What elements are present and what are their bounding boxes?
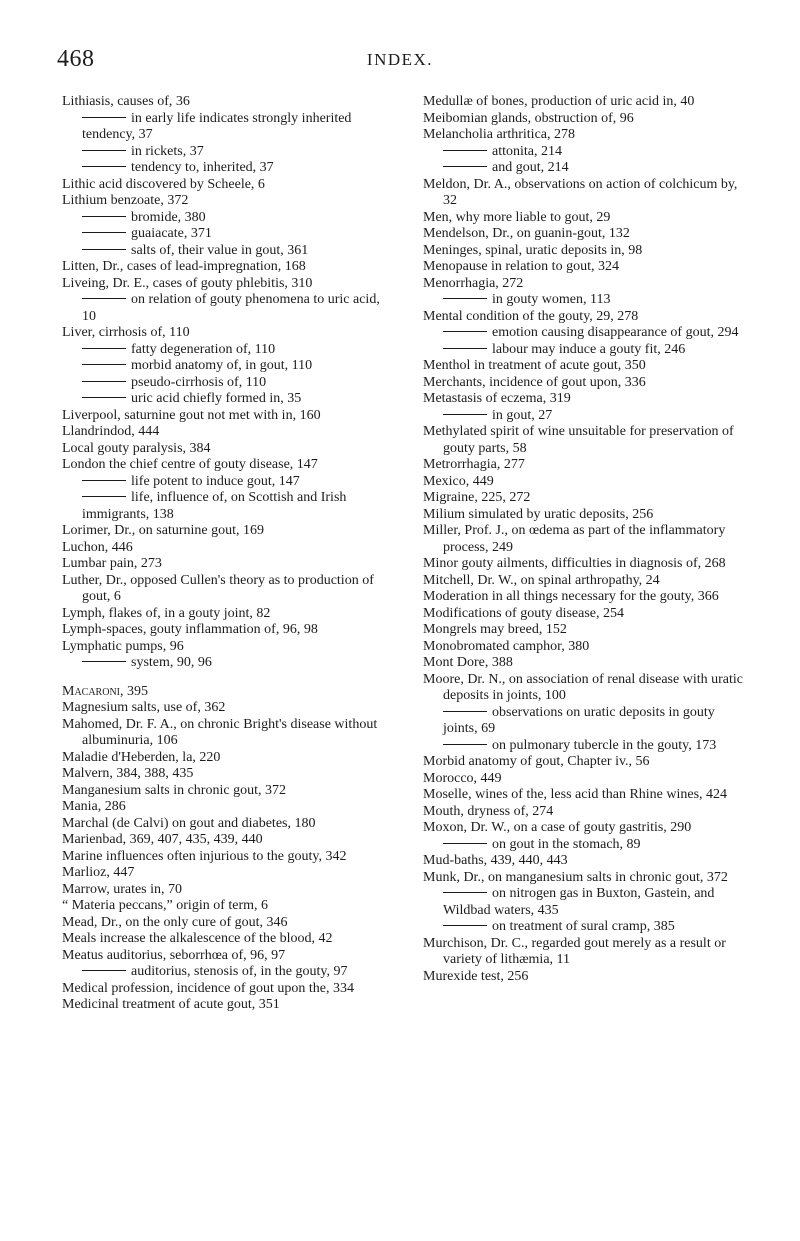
index-entry	[423, 490, 749, 507]
index-entry	[423, 358, 749, 375]
index-entry	[423, 375, 749, 392]
index-entry	[62, 408, 388, 425]
entry-text: Medical profession, incidence of gout upon the, 334	[62, 980, 354, 996]
entry-text: Meninges, spinal, uratic deposits in, 98	[423, 242, 643, 258]
entry-text: Mongrels may breed, 152	[423, 622, 567, 637]
index-entry	[62, 259, 388, 276]
entry-text: Menthol in treatment of acute gout, 350	[423, 358, 646, 373]
entry-text: Liverpool, saturnine gout not met with in, 160	[62, 407, 321, 423]
entry-text: Lymph-spaces, gouty inflammation of, 96, 98	[62, 622, 318, 637]
index-subentry	[62, 964, 388, 981]
entry-text: Miller, Prof. J., on œdema as part of the inflammatory process, 249	[423, 523, 726, 555]
entry-text: Mud-baths, 439, 440, 443	[423, 853, 568, 868]
index-entry	[62, 997, 388, 1014]
index-entry	[423, 474, 749, 491]
entry-text: Men, why more liable to gout, 29	[423, 209, 611, 225]
ditto-dash	[82, 117, 126, 118]
ditto-dash	[443, 298, 487, 299]
entry-text: Lymphatic pumps, 96	[62, 638, 184, 654]
entry-text: tendency to, inherited, 37	[131, 160, 274, 175]
entry-text: Milium simulated by uratic deposits, 256	[423, 506, 654, 522]
entry-text: Menopause in relation to gout, 324	[423, 259, 619, 274]
entry-text: life potent to induce gout, 147	[131, 473, 300, 489]
index-entry	[423, 424, 749, 457]
entry-text: Murchison, Dr. C., regarded gout merely as a result or variety of lithæmia, 11	[423, 935, 726, 967]
index-entry	[423, 457, 749, 474]
index-entry	[423, 573, 749, 590]
entry-text: Munk, Dr., on manganesium salts in chronic gout, 372	[423, 869, 728, 885]
index-subentry	[62, 474, 388, 491]
index-column-left	[62, 94, 388, 1014]
entry-text: Meatus auditorius, seborrhœa of, 96, 97	[62, 947, 286, 963]
index-entry	[62, 177, 388, 194]
index-entry	[62, 573, 388, 606]
index-entry	[423, 639, 749, 656]
index-subentry	[423, 292, 749, 309]
entry-text: Luther, Dr., opposed Cullen's theory as to production of gout, 6	[62, 572, 374, 604]
index-entry	[62, 717, 388, 750]
index-subentry	[62, 111, 388, 144]
entry-text: on pulmonary tubercle in the gouty, 173	[492, 737, 717, 753]
index-entry	[423, 523, 749, 556]
index-entry	[423, 259, 749, 276]
entry-text: Malvern, 384, 388, 435	[62, 766, 194, 781]
index-entry	[423, 853, 749, 870]
index-subentry	[423, 325, 749, 342]
index-entry	[62, 606, 388, 623]
index-entry	[423, 672, 749, 705]
index-entry	[62, 865, 388, 882]
entry-text: salts of, their value in gout, 361	[131, 242, 309, 258]
entry-text: bromide, 380	[131, 209, 206, 225]
index-entry	[62, 457, 388, 474]
index-entry	[423, 820, 749, 837]
index-entry	[423, 754, 749, 771]
index-subentry	[423, 919, 749, 936]
index-entry	[423, 243, 749, 260]
index-entry	[423, 606, 749, 623]
index-entry	[62, 540, 388, 557]
ditto-dash	[443, 166, 487, 167]
ditto-dash	[82, 348, 126, 349]
entry-text: Marine influences often injurious to the gouty, 342	[62, 848, 347, 864]
entry-text: Medicinal treatment of acute gout, 351	[62, 997, 280, 1012]
ditto-dash	[82, 249, 126, 250]
index-entry	[423, 655, 749, 672]
index-entry	[423, 870, 749, 887]
entry-text: observations on uratic deposits in gouty joints, 69	[443, 704, 715, 736]
index-subentry	[62, 490, 388, 523]
ditto-dash	[82, 216, 126, 217]
index-subentry	[62, 226, 388, 243]
entry-text: Lithic acid discovered by Scheele, 6	[62, 176, 265, 192]
index-column-right	[423, 94, 749, 985]
index-entry	[62, 94, 388, 111]
entry-text: Minor gouty ailments, difficulties in diagnosis of, 268	[423, 556, 726, 571]
ditto-dash	[82, 364, 126, 365]
entry-text: on nitrogen gas in Buxton, Gastein, and Wildbad waters, 435	[443, 886, 715, 918]
ditto-dash	[82, 298, 126, 299]
entry-text: Mouth, dryness of, 274	[423, 803, 554, 819]
entry-text: on relation of gouty phenomena to uric acid, 10	[82, 292, 380, 324]
index-entry	[62, 325, 388, 342]
index-entry	[62, 816, 388, 833]
index-entry	[62, 700, 388, 717]
index-subentry	[423, 144, 749, 161]
index-entry	[62, 193, 388, 210]
entry-text: Liveing, Dr. E., cases of gouty phlebitis, 310	[62, 275, 313, 291]
index-entry	[423, 804, 749, 821]
index-entry	[423, 507, 749, 524]
index-entry	[423, 969, 749, 986]
entry-text: Lorimer, Dr., on saturnine gout, 169	[62, 523, 265, 538]
index-entry	[62, 832, 388, 849]
index-entry	[62, 441, 388, 458]
index-entry	[423, 771, 749, 788]
page-number: 468	[57, 46, 95, 72]
entry-text: Mead, Dr., on the only cure of gout, 346	[62, 914, 288, 930]
entry-text: on gout in the stomach, 89	[492, 836, 641, 852]
entry-text: Moxon, Dr. W., on a case of gouty gastritis, 290	[423, 820, 692, 835]
index-entry	[62, 276, 388, 293]
index-entry	[423, 309, 749, 326]
ditto-dash	[443, 711, 487, 712]
ditto-dash	[443, 892, 487, 893]
index-subentry	[62, 375, 388, 392]
ditto-dash	[82, 381, 126, 382]
index-entry	[62, 556, 388, 573]
entry-text: in early life indicates strongly inherited tendency, 37	[82, 110, 352, 142]
index-entry	[62, 898, 388, 915]
entry-text: Moselle, wines of the, less acid than Rhine wines, 424	[423, 787, 728, 802]
index-entry	[423, 622, 749, 639]
entry-text: Metastasis of eczema, 319	[423, 391, 571, 406]
index-subentry	[62, 160, 388, 177]
ditto-dash	[443, 925, 487, 926]
index-subentry	[423, 408, 749, 425]
index-entry	[62, 931, 388, 948]
entry-text: Lumbar pain, 273	[62, 556, 162, 571]
entry-text: Mexico, 449	[423, 473, 494, 489]
ditto-dash	[443, 348, 487, 349]
entry-text: and gout, 214	[492, 160, 569, 175]
entry-text: Migraine, 225, 272	[423, 490, 531, 505]
entry-text: Liver, cirrhosis of, 110	[62, 325, 190, 340]
entry-text: labour may induce a gouty fit, 246	[492, 341, 686, 357]
entry-text: Moderation in all things necessary for the gouty, 366	[423, 589, 719, 604]
entry-text: Medullæ of bones, production of uric acid in, 40	[423, 94, 695, 109]
index-entry	[423, 936, 749, 969]
entry-text: life, influence of, on Scottish and Irish immigrants, 138	[82, 490, 347, 522]
entry-text: Mendelson, Dr., on guanin-gout, 132	[423, 226, 630, 241]
index-entry	[423, 556, 749, 573]
ditto-dash	[443, 843, 487, 844]
entry-text: Murexide test, 256	[423, 968, 529, 984]
index-entry	[423, 391, 749, 408]
index-entry	[423, 226, 749, 243]
section-gap	[62, 672, 388, 684]
entry-text: Mont Dore, 388	[423, 655, 513, 670]
index-subentry	[62, 243, 388, 260]
index-entry	[423, 127, 749, 144]
entry-text: Llandrindod, 444	[62, 424, 160, 439]
index-subentry	[423, 160, 749, 177]
index-subentry	[423, 342, 749, 359]
entry-text: Mental condition of the gouty, 29, 278	[423, 308, 639, 324]
index-entry	[423, 787, 749, 804]
entry-text: uric acid chiefly formed in, 35	[131, 391, 302, 406]
ditto-dash	[82, 232, 126, 233]
entry-text: Metrorrhagia, 277	[423, 457, 525, 472]
entry-text: Marrow, urates in, 70	[62, 881, 183, 897]
ditto-dash	[443, 744, 487, 745]
entry-text: Litten, Dr., cases of lead-impregnation, 168	[62, 259, 306, 274]
entry-text: Manganesium salts in chronic gout, 372	[62, 782, 286, 798]
index-subentry	[423, 837, 749, 854]
entry-text: Local gouty paralysis, 384	[62, 440, 211, 456]
entry-text: Morbid anatomy of gout, Chapter iv., 56	[423, 754, 650, 769]
entry-text: pseudo-cirrhosis of, 110	[131, 374, 267, 390]
entry-text: Lithiasis, causes of, 36	[62, 94, 190, 109]
index-entry	[62, 981, 388, 998]
index-entry	[62, 849, 388, 866]
entry-text: “ Materia peccans,” origin of term, 6	[62, 898, 269, 913]
index-subentry	[62, 342, 388, 359]
entry-text: Maladie d'Heberden, la, 220	[62, 749, 221, 765]
entry-text: Magnesium salts, use of, 362	[62, 700, 226, 715]
entry-text: morbid anatomy of, in gout, 110	[131, 358, 313, 373]
ditto-dash	[82, 496, 126, 497]
ditto-dash	[443, 150, 487, 151]
index-entry	[62, 799, 388, 816]
index-entry	[62, 915, 388, 932]
entry-text: in rickets, 37	[131, 143, 204, 159]
entry-text: guaiacate, 371	[131, 226, 212, 241]
index-entry	[62, 622, 388, 639]
entry-text: Monobromated camphor, 380	[423, 638, 590, 654]
entry-text: Marlioz, 447	[62, 865, 135, 880]
index-entry	[423, 111, 749, 128]
index-subentry	[62, 210, 388, 227]
entry-text: on treatment of sural cramp, 385	[492, 919, 675, 934]
entry-text: Marchal (de Calvi) on gout and diabetes, 180	[62, 815, 316, 831]
index-entry	[62, 766, 388, 783]
index-entry	[62, 948, 388, 965]
entry-text: Methylated spirit of wine unsuitable for preservation of gouty parts, 58	[423, 424, 734, 456]
entry-text: London the chief centre of gouty disease, 147	[62, 457, 318, 472]
entry-text: Meals increase the alkalescence of the blood, 42	[62, 931, 333, 946]
entry-text: emotion causing disappearance of gout, 294	[492, 325, 739, 340]
entry-text: system, 90, 96	[131, 655, 212, 670]
index-entry	[62, 750, 388, 767]
index-entry	[62, 783, 388, 800]
ditto-dash	[443, 414, 487, 415]
running-head: INDEX.	[366, 50, 434, 69]
entry-text: Lithium benzoate, 372	[62, 193, 189, 208]
index-subentry	[62, 292, 388, 325]
ditto-dash	[82, 480, 126, 481]
index-subentry	[62, 391, 388, 408]
index-subentry	[423, 705, 749, 738]
entry-text: Marienbad, 369, 407, 435, 439, 440	[62, 832, 263, 847]
index-entry	[62, 424, 388, 441]
ditto-dash	[82, 397, 126, 398]
entry-text: Lymph, flakes of, in a gouty joint, 82	[62, 605, 271, 621]
entry-text: Modifications of gouty disease, 254	[423, 605, 625, 621]
index-entry	[62, 882, 388, 899]
entry-text: Morocco, 449	[423, 770, 502, 786]
index-entry	[423, 210, 749, 227]
index-entry	[423, 94, 749, 111]
entry-text: Moore, Dr. N., on association of renal disease with uratic deposits in joints, 100	[423, 671, 743, 703]
entry-text: Menorrhagia, 272	[423, 275, 524, 291]
entry-text: in gout, 27	[492, 407, 553, 423]
entry-text: Macaroni, 395	[62, 683, 149, 699]
entry-text: in gouty women, 113	[492, 292, 611, 307]
entry-text: Mania, 286	[62, 799, 126, 814]
ditto-dash	[82, 166, 126, 167]
index-subentry	[423, 886, 749, 919]
entry-text: Melancholia arthritica, 278	[423, 127, 575, 142]
entry-text: Merchants, incidence of gout upon, 336	[423, 374, 646, 390]
index-entry	[423, 177, 749, 210]
index-entry	[62, 639, 388, 656]
entry-text: Mahomed, Dr. F. A., on chronic Bright's disease without albuminuria, 106	[62, 716, 378, 748]
index-entry	[62, 684, 388, 701]
index-subentry	[62, 655, 388, 672]
ditto-dash	[82, 970, 126, 971]
index-subentry	[423, 738, 749, 755]
ditto-dash	[443, 331, 487, 332]
index-entry	[62, 523, 388, 540]
index-subentry	[62, 358, 388, 375]
ditto-dash	[82, 661, 126, 662]
ditto-dash	[82, 150, 126, 151]
entry-text: attonita, 214	[492, 143, 562, 159]
entry-text: Mitchell, Dr. W., on spinal arthropathy, 24	[423, 572, 660, 588]
entry-text: auditorius, stenosis of, in the gouty, 97	[131, 964, 348, 979]
index-entry	[423, 276, 749, 293]
index-entry	[423, 589, 749, 606]
entry-text: Meibomian glands, obstruction of, 96	[423, 110, 634, 126]
entry-text: fatty degeneration of, 110	[131, 341, 276, 357]
index-subentry	[62, 144, 388, 161]
entry-text: Luchon, 446	[62, 539, 133, 555]
entry-text: Meldon, Dr. A., observations on action of colchicum by, 32	[423, 176, 738, 208]
